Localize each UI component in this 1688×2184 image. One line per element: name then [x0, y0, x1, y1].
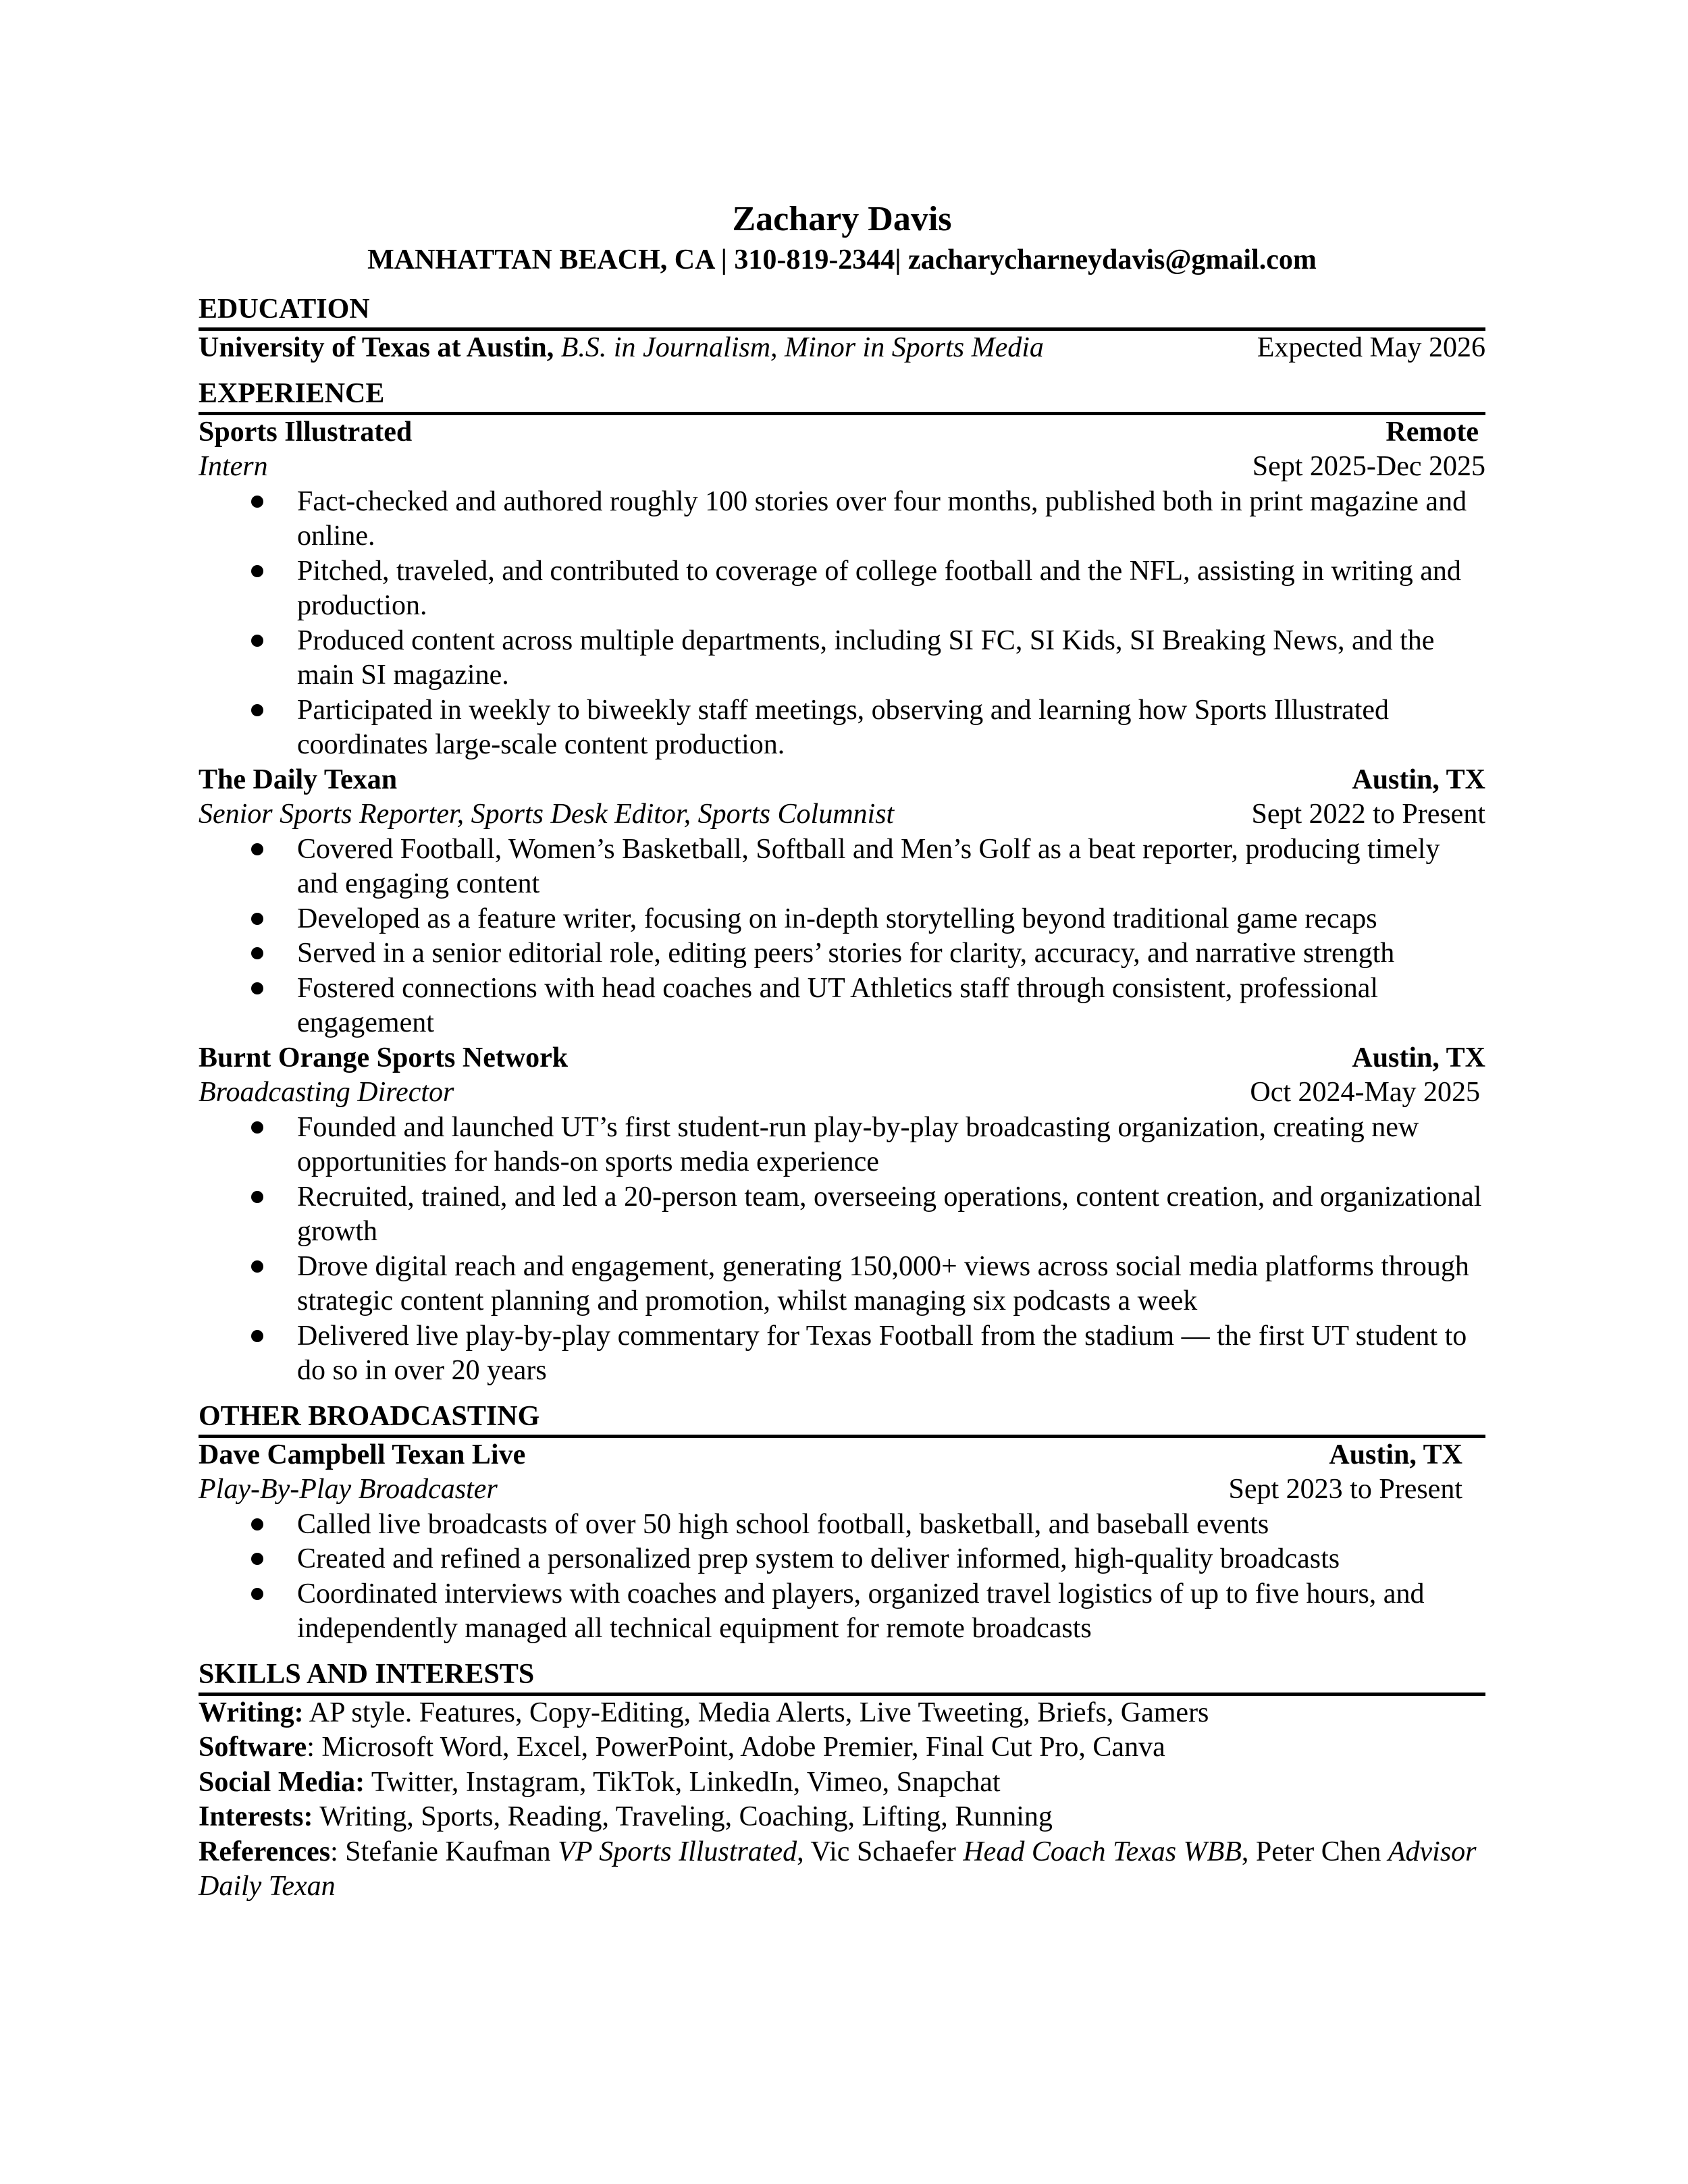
bullet-icon	[251, 947, 263, 959]
bullet-item	[199, 1250, 1485, 1319]
bullet-icon	[251, 565, 263, 577]
job-header-row	[199, 1041, 1485, 1076]
job-org: Burnt Orange Sports Network	[199, 1042, 569, 1073]
bullet-icon	[251, 1191, 263, 1203]
skills-label: Social Media:	[199, 1766, 365, 1798]
bullet-item	[199, 1542, 1485, 1577]
bullet-icon	[251, 635, 263, 647]
bullet-text: Covered Football, Women’s Basketball, Softball and Men’s Golf as a beat reporter, producing timely and engaging content	[297, 833, 1440, 899]
bullet-text: Pitched, traveled, and contributed to coverage of college football and the NFL, assisting in writing and production.	[297, 555, 1461, 621]
education-school-degree	[199, 331, 1044, 366]
bullet-text: Developed as a feature writer, focusing on in-depth storytelling beyond traditional game recaps	[297, 903, 1377, 934]
resume-page	[199, 198, 1485, 1905]
bullet-item	[199, 1577, 1485, 1647]
contact-line: MANHATTAN BEACH, CA | 310-819-2344| zacharycharneydavis@gmail.com	[367, 244, 1317, 275]
section-title-education: EDUCATION	[199, 291, 1485, 331]
skills-block	[199, 1696, 1485, 1905]
skills-value: : Microsoft Word, Excel, PowerPoint, Adobe Premier, Final Cut Pro, Canva	[307, 1732, 1165, 1763]
reference-name: , Peter Chen	[1241, 1836, 1388, 1867]
bullet-item	[199, 554, 1485, 624]
bullet-icon	[251, 1588, 263, 1600]
skills-label: Interests:	[199, 1801, 313, 1832]
bullet-item	[199, 693, 1485, 763]
bullet-text: Fostered connections with head coaches and UT Athletics staff through consistent, professional engagement	[297, 972, 1379, 1038]
bullet-icon	[251, 913, 263, 925]
bullet-text: Participated in weekly to biweekly staff meetings, observing and learning how Sports Illustrated coordinates large-scale content production.	[297, 694, 1390, 760]
skills-interests	[199, 1800, 1485, 1835]
bullet-text: Delivered live play-by-play commentary for Texas Football from the stadium — the first UT student to do so in over 20 years	[297, 1320, 1467, 1386]
job-org: Sports Illustrated	[199, 416, 413, 448]
job-header-row	[199, 1438, 1485, 1473]
job-location: Austin, TX	[1352, 1042, 1485, 1073]
bullet-item	[199, 1111, 1485, 1180]
skills-writing	[199, 1696, 1485, 1731]
candidate-name: Zachary Davis	[732, 200, 952, 238]
job-role-row	[199, 797, 1485, 832]
job-role-row	[199, 1472, 1485, 1508]
job-bullets	[199, 832, 1485, 1041]
bullet-item	[199, 1319, 1485, 1389]
bullet-icon	[251, 1260, 263, 1273]
bullet-icon	[251, 982, 263, 994]
reference-title: VP Sports Illustrated	[558, 1836, 797, 1867]
bullet-text: Fact-checked and authored roughly 100 stories over four months, published both in print magazine and online.	[297, 485, 1467, 552]
bullet-item	[199, 1508, 1485, 1543]
job-role: Play-By-Play Broadcaster	[199, 1474, 498, 1505]
reference-title: Head Coach Texas WBB	[963, 1836, 1242, 1867]
skills-references	[199, 1835, 1485, 1905]
job-date: Oct 2024-May 2025	[1250, 1077, 1480, 1108]
bullet-icon	[251, 1121, 263, 1134]
job-org: The Daily Texan	[199, 764, 398, 795]
job-dave-campbell	[199, 1438, 1485, 1647]
job-bullets	[199, 1111, 1485, 1389]
bullet-icon	[251, 843, 263, 855]
job-location: Remote	[1386, 416, 1479, 448]
job-bullets	[199, 485, 1485, 763]
bullet-icon	[251, 704, 263, 716]
job-header-row	[199, 415, 1485, 450]
reference-name: : Stefanie Kaufman	[330, 1836, 558, 1867]
skills-value: Twitter, Instagram, TikTok, LinkedIn, Vimeo, Snapchat	[365, 1766, 1001, 1798]
job-date: Sept 2022 to Present	[1251, 799, 1485, 830]
job-sports-illustrated	[199, 415, 1485, 763]
bullet-item	[199, 971, 1485, 1041]
bullet-icon	[251, 1553, 263, 1565]
skills-value: AP style. Features, Copy-Editing, Media Alerts, Live Tweeting, Briefs, Gamers	[303, 1697, 1209, 1728]
bullet-text: Served in a senior editorial role, editing peers’ stories for clarity, accuracy, and narrative strength	[297, 938, 1395, 969]
bullet-icon	[251, 1518, 263, 1530]
job-location: Austin, TX	[1329, 1439, 1462, 1470]
education-degree: B.S. in Journalism, Minor in Sports Media	[560, 332, 1044, 363]
job-role: Broadcasting Director	[199, 1077, 454, 1108]
section-title-skills: SKILLS AND INTERESTS	[199, 1656, 1485, 1696]
bullet-item	[199, 624, 1485, 693]
job-date: Sept 2025-Dec 2025	[1252, 451, 1485, 482]
education-date: Expected May 2026	[1257, 332, 1485, 363]
job-daily-texan	[199, 763, 1485, 1041]
education-school: University of Texas at Austin,	[199, 332, 554, 363]
reference-title: Advisor Daily Texan	[199, 1836, 1477, 1902]
job-org: Dave Campbell Texan Live	[199, 1439, 526, 1470]
bullet-text: Founded and launched UT’s first student-run play-by-play broadcasting organization, creating new opportunities for hands-on sports media experience	[297, 1111, 1419, 1177]
bullet-text: Coordinated interviews with coaches and players, organized travel logistics of up to five hours, and independently managed all technical equipment for remote broadcasts	[297, 1578, 1425, 1644]
section-title-other-broadcasting: OTHER BROADCASTING	[199, 1398, 1485, 1438]
skills-software	[199, 1730, 1485, 1765]
job-date: Sept 2023 to Present	[1228, 1474, 1462, 1505]
job-bullets	[199, 1508, 1485, 1647]
skills-label: Software	[199, 1732, 307, 1763]
resume-header	[199, 198, 1485, 279]
job-role: Intern	[199, 451, 268, 482]
bullet-text: Recruited, trained, and led a 20-person team, overseeing operations, content creation, and organizational growth	[297, 1181, 1482, 1247]
job-role-row	[199, 1075, 1485, 1111]
bullet-text: Called live broadcasts of over 50 high school football, basketball, and baseball events	[297, 1508, 1269, 1540]
skills-label: Writing:	[199, 1697, 304, 1728]
education-row	[199, 331, 1485, 366]
bullet-text: Produced content across multiple departments, including SI FC, SI Kids, SI Breaking News, and the main SI magazine.	[297, 624, 1435, 691]
job-burnt-orange	[199, 1041, 1485, 1389]
skills-value: Writing, Sports, Reading, Traveling, Coaching, Lifting, Running	[313, 1801, 1053, 1832]
job-role-row	[199, 450, 1485, 485]
bullet-item	[199, 832, 1485, 902]
section-title-experience: EXPERIENCE	[199, 375, 1485, 415]
job-location: Austin, TX	[1352, 764, 1485, 795]
bullet-text: Created and refined a personalized prep system to deliver informed, high-quality broadcasts	[297, 1543, 1340, 1574]
bullet-item	[199, 1180, 1485, 1250]
bullet-icon	[251, 1330, 263, 1342]
bullet-item	[199, 902, 1485, 937]
bullet-icon	[251, 496, 263, 508]
job-header-row	[199, 763, 1485, 798]
bullet-item	[199, 936, 1485, 971]
bullet-text: Drove digital reach and engagement, generating 150,000+ views across social media platforms through strategic content planning and promotion, whilst managing six podcasts a week	[297, 1250, 1469, 1316]
skills-social-media	[199, 1765, 1485, 1801]
bullet-item	[199, 485, 1485, 554]
skills-label: References	[199, 1836, 331, 1867]
reference-name: , Vic Schaefer	[797, 1836, 964, 1867]
job-role: Senior Sports Reporter, Sports Desk Editor, Sports Columnist	[199, 799, 895, 830]
